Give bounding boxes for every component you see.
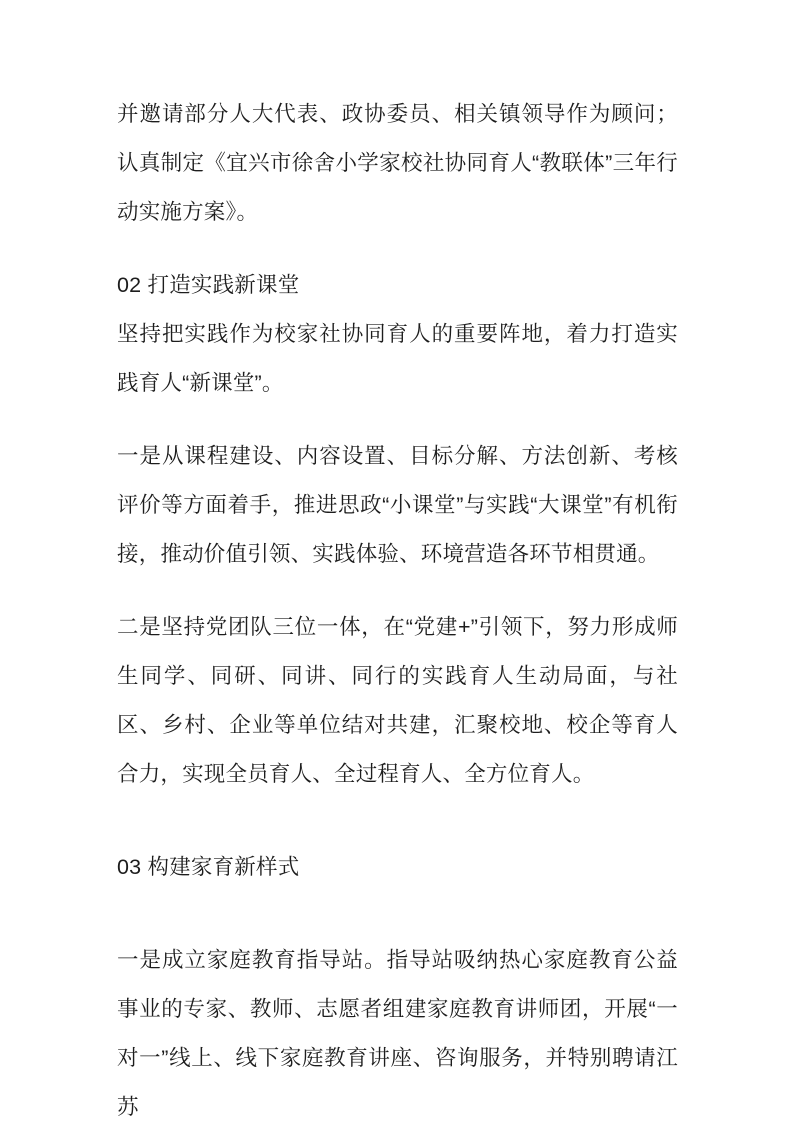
paragraph-section02-point1: 一是从课程建设、内容设置、目标分解、方法创新、考核评价等方面着手，推进思政“小课堂”与实践“大课堂”有机衔接，推动价值引领、实践体验、环境营造各环节相贯通。 [117, 444, 678, 566]
paragraph-section03-point1: 一是成立家庭教育指导站。指导站吸纳热心家庭教育公益事业的专家、教师、志愿者组建家庭教育讲师团，开展“一对一”线上、线下家庭教育讲座、咨询服务，并特别聘请江苏 [117, 948, 678, 1119]
paragraph-consultants-plan: 并邀请部分人大代表、政协委员、相关镇领导作为顾问；认真制定《宜兴市徐舍小学家校社协同育人“教联体”三年行动实施方案》。 [117, 102, 678, 224]
paragraph-section02-point2: 二是坚持党团队三位一体，在“党建+”引领下，努力形成师生同学、同研、同讲、同行的实践育人生动局面，与社区、乡村、企业等单位结对共建，汇聚校地、校企等育人合力，实现全员育人、全过程育人、全方位育人。 [117, 615, 678, 786]
article-text-column [117, 90, 678, 1122]
section-heading-02-practice-classroom: 02 打造实践新课堂 [117, 273, 300, 297]
paragraph-section02-intro: 坚持把实践作为校家社协同育人的重要阵地，着力打造实践育人“新课堂”。 [117, 322, 678, 395]
section-heading-03-family-education: 03 构建家育新样式 [117, 855, 300, 879]
